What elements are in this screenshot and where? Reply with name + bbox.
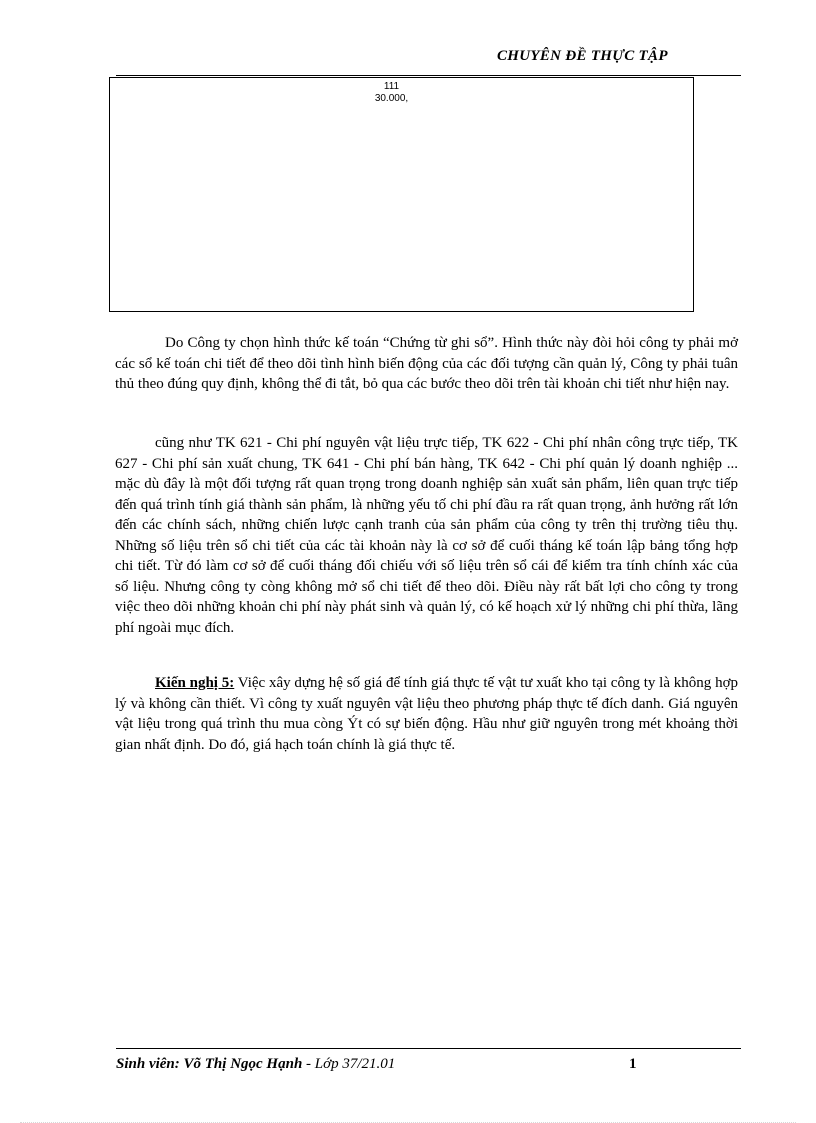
figure-text-amount: 30.000,	[374, 93, 409, 104]
recommendation-text: Việc xây dựng hệ số giá để tính giá thực tế vật tư xuất kho tại công ty là không hợp lý và không cần thiết. Vì công ty xuất nguyên vật liệu theo phương pháp thực tế đích danh. Giá nguyên vật liệu trong quá trình thu mua còng Ýt có sự biến động. Hầu như giữ nguyên trong mét khoảng thời gian nhất định. Do đó, giá hạch toán chính là giá thực tế.	[115, 675, 739, 753]
figure-box	[109, 77, 694, 312]
footer-student-info	[116, 1056, 395, 1073]
page-number: 1	[629, 1056, 637, 1072]
figure-text-account: 111	[383, 81, 400, 92]
student-name: Võ Thị Ngọc Hạnh	[179, 1056, 303, 1072]
header-divider	[116, 75, 741, 76]
student-label: Sinh viên:	[116, 1056, 180, 1072]
footer-divider	[116, 1048, 741, 1049]
paragraph-chung-tu-ghi-so: Do Công ty chọn hình thức kế toán “Chứng từ ghi sổ”. Hình thức này đòi hỏi công ty phải mở các sổ kế toán chi tiết để theo dõi tình hình biến động của các đối tượng cần quản lý, Công ty phải tuân thủ theo đúng quy định, không thể đi tắt, bỏ qua các bước theo dõi trên tài khoản chi tiết như hiện nay.	[115, 335, 738, 392]
class-info: - Lớp 37/21.01	[302, 1056, 396, 1072]
paragraph-tai-khoan-chi-phi: cũng như TK 621 - Chi phí nguyên vật liệu trực tiếp, TK 622 - Chi phí nhân công trực tiếp, TK 627 - Chi phí sản xuất chung, TK 641 - Chi phí bán hàng, TK 642 - Chi phí quản lý doanh nghiệp ... mặc dù đây là một đối tượng rất quan trọng trong doanh nghiệp sản xuất sản phẩm, liên quan trực tiếp đến quá trình tính giá thành sản phẩm, là những yếu tố chi phí đầu ra rất quan trọng, ảnh hưởng rất lớn đến các chính sách, những chiến lược cạnh tranh của sản phẩm của công ty trên thị trường tiêu thụ. Những số liệu trên sổ chi tiết của các tài khoản này là cơ sở để cuối tháng kế toán lập bảng tổng hợp chi tiết. Từ đó làm cơ sở để cuối tháng đối chiếu với số liệu trên sổ cái để kiểm tra tính chính xác của số liệu. Nhưng công ty còng không mở sổ chi tiết để theo dõi. Điều này rất bất lợi cho công ty trong việc theo dõi những khoản chi phí này phát sinh và quản lý, có kế hoạch xử lý những chi phí thừa, lãng phí ngoài mục đích.	[115, 435, 738, 636]
recommendation-label: Kiến nghị 5:	[155, 675, 235, 691]
paragraph-kien-nghi-5	[115, 673, 738, 755]
page-header-title: CHUYÊN ĐỀ THỰC TẬP	[497, 48, 668, 64]
